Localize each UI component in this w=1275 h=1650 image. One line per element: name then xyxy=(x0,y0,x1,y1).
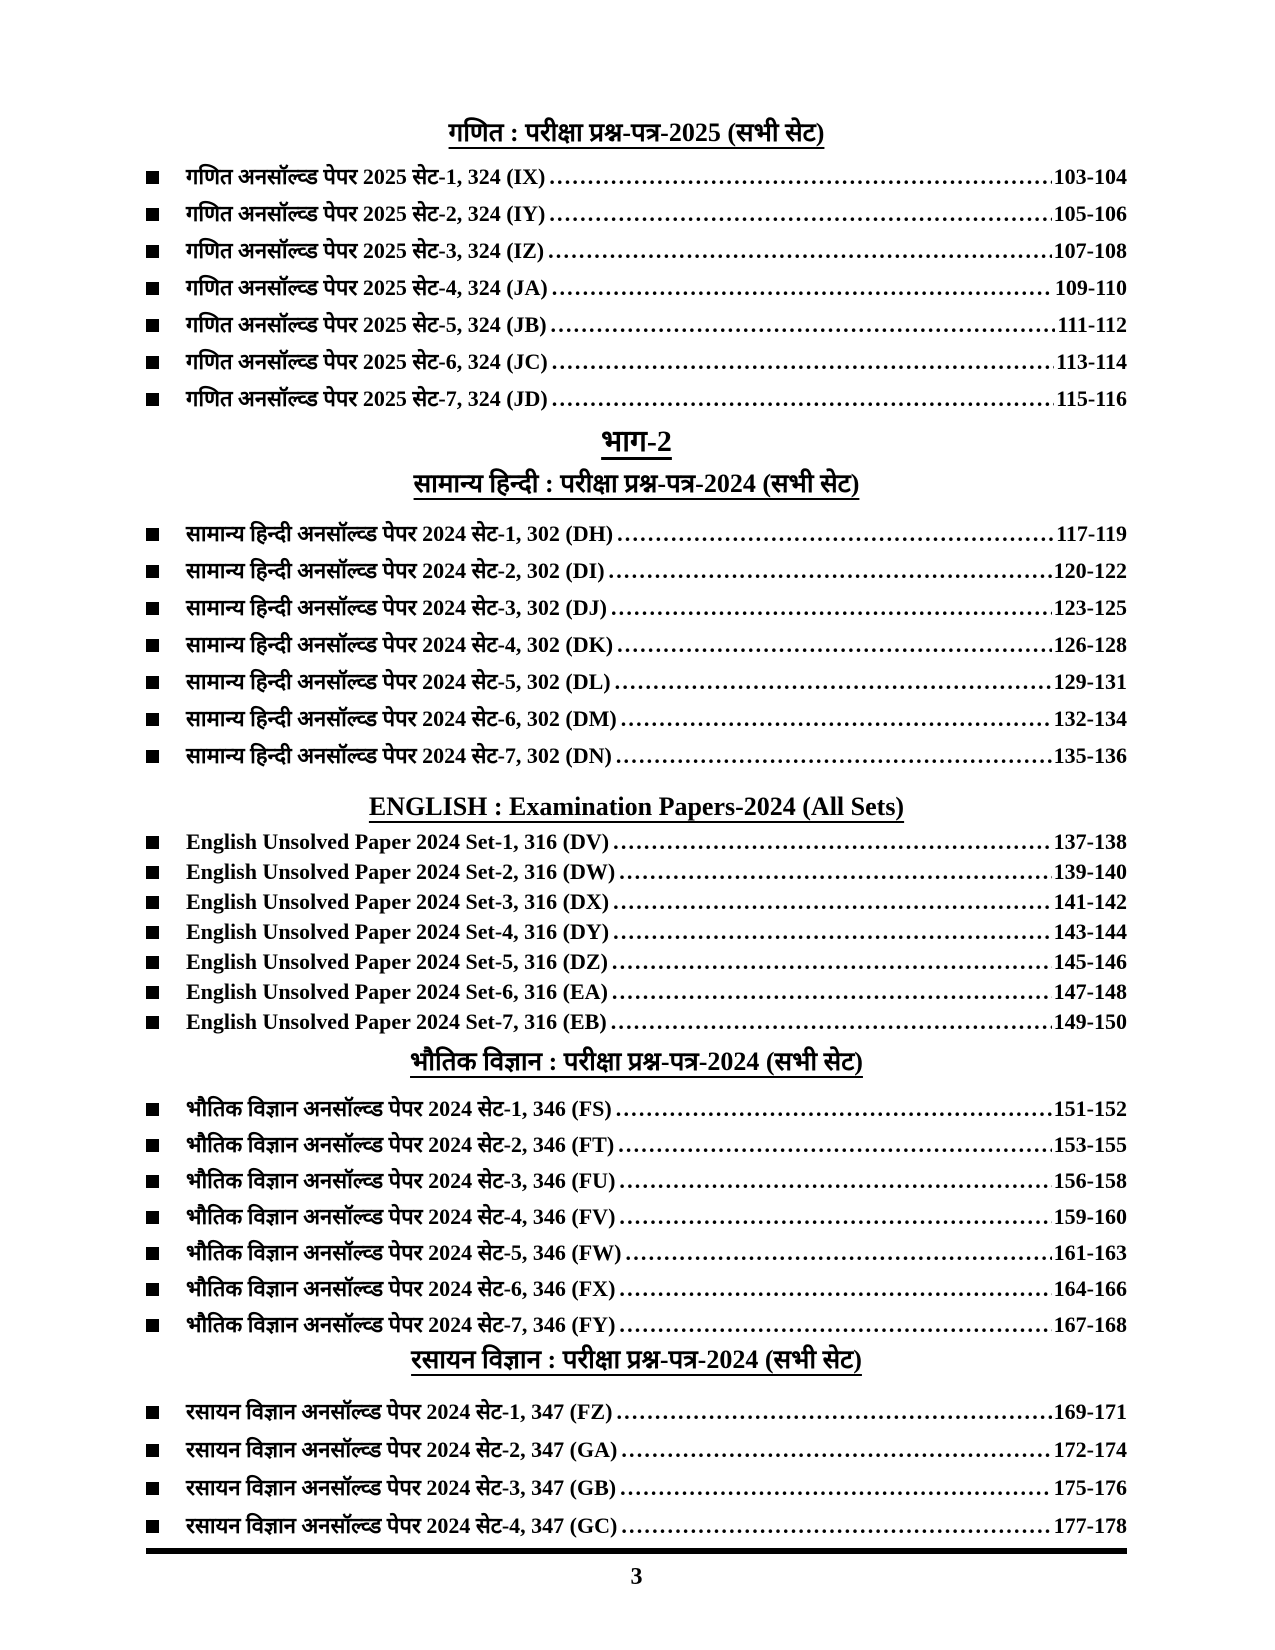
dotted-leader xyxy=(549,195,1051,232)
dotted-leader xyxy=(613,887,1052,917)
page-number: 3 xyxy=(630,1564,643,1590)
entry-page-range: 107-108 xyxy=(1053,238,1127,263)
bullet-square-icon xyxy=(146,1175,159,1188)
entry-page-range: 120-122 xyxy=(1053,558,1127,583)
entry-page-range: 129-131 xyxy=(1053,669,1127,694)
bullet-square-icon xyxy=(146,528,159,541)
toc-entry xyxy=(146,1199,1127,1235)
toc-entry xyxy=(146,700,1127,737)
dotted-leader xyxy=(616,1091,1052,1127)
entry-page-range: 167-168 xyxy=(1053,1312,1127,1337)
bullet-square-icon xyxy=(146,1211,159,1224)
dotted-leader xyxy=(613,917,1052,947)
toc-entry xyxy=(146,552,1127,589)
toc-entry xyxy=(146,1271,1127,1307)
entry-title: सामान्य हिन्दी अनसॉल्व्ड पेपर 2024 सेट-3, 302 (DJ) xyxy=(186,595,607,620)
toc-entry xyxy=(146,1235,1127,1271)
entry-title: सामान्य हिन्दी अनसॉल्व्ड पेपर 2024 सेट-7, 302 (DN) xyxy=(186,743,612,768)
bullet-square-icon xyxy=(146,1016,159,1029)
dotted-leader xyxy=(617,515,1054,552)
dotted-leader xyxy=(619,857,1051,887)
dotted-leader xyxy=(619,1163,1051,1199)
dotted-leader xyxy=(617,626,1052,663)
entry-title: गणित अनसॉल्व्ड पेपर 2025 सेट-7, 324 (JD) xyxy=(186,386,548,411)
footer-rule xyxy=(146,1548,1127,1554)
bullet-square-icon xyxy=(146,896,159,909)
toc-entry xyxy=(146,589,1127,626)
entry-page-range: 141-142 xyxy=(1053,889,1127,914)
entry-title: English Unsolved Paper 2024 Set-7, 316 (EB) xyxy=(186,1009,607,1034)
bullet-square-icon xyxy=(146,1482,159,1495)
toc-entry xyxy=(146,626,1127,663)
entry-page-range: 164-166 xyxy=(1053,1276,1127,1301)
bullet-square-icon xyxy=(146,866,159,879)
bullet-square-icon xyxy=(146,676,159,689)
entry-page-range: 151-152 xyxy=(1053,1096,1127,1121)
toc-entry xyxy=(146,1127,1127,1163)
entry-title: गणित अनसॉल्व्ड पेपर 2025 सेट-5, 324 (JB) xyxy=(186,312,547,337)
bullet-square-icon xyxy=(146,836,159,849)
section-heading: भौतिक विज्ञान : परीक्षा प्रश्न-पत्र-2024 (सभी सेट) xyxy=(410,1047,863,1076)
bullet-square-icon xyxy=(146,956,159,969)
section-entries xyxy=(146,515,1127,774)
entry-title: English Unsolved Paper 2024 Set-6, 316 (EA) xyxy=(186,979,608,1004)
dotted-leader xyxy=(616,737,1052,774)
bullet-square-icon xyxy=(146,639,159,652)
bullet-square-icon xyxy=(146,926,159,939)
entry-page-range: 115-116 xyxy=(1056,386,1127,411)
entry-page-range: 139-140 xyxy=(1053,859,1127,884)
dotted-leader xyxy=(549,158,1051,195)
bullet-square-icon xyxy=(146,393,159,406)
bullet-square-icon xyxy=(146,1444,159,1457)
toc-entry xyxy=(146,737,1127,774)
section-entries xyxy=(146,827,1127,1037)
entry-page-range: 153-155 xyxy=(1053,1132,1127,1157)
entry-page-range: 113-114 xyxy=(1056,349,1127,374)
entry-title: भौतिक विज्ञान अनसॉल्व्ड पेपर 2024 सेट-5, 346 (FW) xyxy=(186,1240,622,1265)
dotted-leader xyxy=(609,552,1052,589)
toc-section-mathematics xyxy=(146,116,1127,417)
dotted-leader xyxy=(552,380,1054,417)
dotted-leader xyxy=(619,1199,1051,1235)
dotted-leader xyxy=(611,1007,1052,1037)
toc-entry xyxy=(146,1007,1127,1037)
entry-page-range: 161-163 xyxy=(1053,1240,1127,1265)
bullet-square-icon xyxy=(146,1283,159,1296)
entry-title: भौतिक विज्ञान अनसॉल्व्ड पेपर 2024 सेट-2, 346 (FT) xyxy=(186,1132,615,1157)
entry-page-range: 123-125 xyxy=(1053,595,1127,620)
dotted-leader xyxy=(619,1271,1051,1307)
entry-page-range: 105-106 xyxy=(1053,201,1127,226)
bullet-square-icon xyxy=(146,986,159,999)
entry-title: रसायन विज्ञान अनसॉल्व्ड पेपर 2024 सेट-2, 347 (GA) xyxy=(186,1437,618,1462)
bullet-square-icon xyxy=(146,1319,159,1332)
bullet-square-icon xyxy=(146,245,159,258)
entry-title: गणित अनसॉल्व्ड पेपर 2025 सेट-4, 324 (JA) xyxy=(186,275,548,300)
entry-page-range: 143-144 xyxy=(1053,919,1127,944)
toc-entry xyxy=(146,1431,1127,1469)
toc-entry xyxy=(146,380,1127,417)
entry-page-range: 175-176 xyxy=(1053,1475,1127,1500)
bullet-square-icon xyxy=(146,282,159,295)
section-heading: गणित : परीक्षा प्रश्न-पत्र-2025 (सभी सेट) xyxy=(448,118,825,147)
toc-entry xyxy=(146,827,1127,857)
toc-entry xyxy=(146,515,1127,552)
dotted-leader xyxy=(615,663,1052,700)
toc-entry xyxy=(146,232,1127,269)
dotted-leader xyxy=(621,1431,1051,1469)
dotted-leader xyxy=(552,343,1054,380)
toc-entry xyxy=(146,1307,1127,1343)
entry-page-range: 177-178 xyxy=(1053,1513,1127,1538)
section-heading: रसायन विज्ञान : परीक्षा प्रश्न-पत्र-2024 (सभी सेट) xyxy=(411,1345,862,1374)
dotted-leader xyxy=(620,1469,1052,1507)
dotted-leader xyxy=(618,1127,1051,1163)
entry-title: रसायन विज्ञान अनसॉल्व्ड पेपर 2024 सेट-3, 347 (GB) xyxy=(186,1475,617,1500)
toc-section-chemistry xyxy=(146,1343,1127,1545)
bullet-square-icon xyxy=(146,602,159,615)
bullet-square-icon xyxy=(146,319,159,332)
entry-title: सामान्य हिन्दी अनसॉल्व्ड पेपर 2024 सेट-6, 302 (DM) xyxy=(186,706,617,731)
entry-page-range: 145-146 xyxy=(1053,949,1127,974)
toc-entry xyxy=(146,269,1127,306)
dotted-leader xyxy=(616,1393,1051,1431)
dotted-leader xyxy=(611,589,1052,626)
dotted-leader xyxy=(619,1307,1051,1343)
toc-entry xyxy=(146,977,1127,1007)
entry-title: English Unsolved Paper 2024 Set-5, 316 (DZ) xyxy=(186,949,608,974)
bullet-square-icon xyxy=(146,1103,159,1116)
section-heading: सामान्य हिन्दी : परीक्षा प्रश्न-पत्र-2024 (सभी सेट) xyxy=(413,469,860,498)
section-entries xyxy=(146,1393,1127,1545)
bullet-square-icon xyxy=(146,565,159,578)
toc-entry xyxy=(146,887,1127,917)
entry-title: भौतिक विज्ञान अनसॉल्व्ड पेपर 2024 सेट-4, 346 (FV) xyxy=(186,1204,616,1229)
entry-page-range: 172-174 xyxy=(1053,1437,1127,1462)
bullet-square-icon xyxy=(146,171,159,184)
entry-page-range: 156-158 xyxy=(1053,1168,1127,1193)
entry-title: भौतिक विज्ञान अनसॉल्व्ड पेपर 2024 सेट-3, 346 (FU) xyxy=(186,1168,616,1193)
toc-entry xyxy=(146,663,1127,700)
toc-entry xyxy=(146,306,1127,343)
section-entries xyxy=(146,158,1127,417)
bullet-square-icon xyxy=(146,713,159,726)
entry-page-range: 117-119 xyxy=(1056,521,1127,546)
toc-entry xyxy=(146,917,1127,947)
toc-entry xyxy=(146,1507,1127,1545)
entry-title: सामान्य हिन्दी अनसॉल्व्ड पेपर 2024 सेट-2, 302 (DI) xyxy=(186,558,605,583)
toc-entry xyxy=(146,1393,1127,1431)
dotted-leader xyxy=(552,269,1053,306)
entry-page-range: 103-104 xyxy=(1053,164,1127,189)
entry-title: सामान्य हिन्दी अनसॉल्व्ड पेपर 2024 सेट-1, 302 (DH) xyxy=(186,521,614,546)
dotted-leader xyxy=(551,306,1056,343)
bullet-square-icon xyxy=(146,750,159,763)
bullet-square-icon xyxy=(146,1520,159,1533)
entry-title: सामान्य हिन्दी अनसॉल्व्ड पेपर 2024 सेट-5, 302 (DL) xyxy=(186,669,611,694)
bullet-square-icon xyxy=(146,1139,159,1152)
entry-title: सामान्य हिन्दी अनसॉल्व्ड पेपर 2024 सेट-4, 302 (DK) xyxy=(186,632,614,657)
entry-page-range: 159-160 xyxy=(1053,1204,1127,1229)
entry-title: English Unsolved Paper 2024 Set-3, 316 (DX) xyxy=(186,889,610,914)
dotted-leader xyxy=(548,232,1052,269)
toc-entry xyxy=(146,1469,1127,1507)
entry-title: गणित अनसॉल्व्ड पेपर 2025 सेट-6, 324 (JC) xyxy=(186,349,548,374)
bullet-square-icon xyxy=(146,1406,159,1419)
entry-page-range: 149-150 xyxy=(1053,1009,1127,1034)
toc-section-english xyxy=(146,790,1127,1037)
entry-title: भौतिक विज्ञान अनसॉल्व्ड पेपर 2024 सेट-7, 346 (FY) xyxy=(186,1312,616,1337)
entry-title: भौतिक विज्ञान अनसॉल्व्ड पेपर 2024 सेट-1, 346 (FS) xyxy=(186,1096,612,1121)
bullet-square-icon xyxy=(146,356,159,369)
entry-title: रसायन विज्ञान अनसॉल्व्ड पेपर 2024 सेट-4, 347 (GC) xyxy=(186,1513,618,1538)
dotted-leader xyxy=(626,1235,1052,1271)
dotted-leader xyxy=(621,700,1052,737)
entry-page-range: 137-138 xyxy=(1053,829,1127,854)
entry-title: English Unsolved Paper 2024 Set-1, 316 (DV) xyxy=(186,829,610,854)
toc-section-physics xyxy=(146,1045,1127,1343)
entry-title: English Unsolved Paper 2024 Set-4, 316 (DY) xyxy=(186,919,610,944)
entry-page-range: 126-128 xyxy=(1053,632,1127,657)
toc-blocks xyxy=(146,116,1127,1545)
dotted-leader xyxy=(613,827,1052,857)
toc-entry xyxy=(146,1091,1127,1127)
toc-entry xyxy=(146,1163,1127,1199)
entry-title: गणित अनसॉल्व्ड पेपर 2025 सेट-1, 324 (IX) xyxy=(186,164,546,189)
bullet-square-icon xyxy=(146,208,159,221)
toc-section-general-hindi xyxy=(146,467,1127,774)
entry-page-range: 111-112 xyxy=(1057,312,1127,337)
entry-title: रसायन विज्ञान अनसॉल्व्ड पेपर 2024 सेट-1, 347 (FZ) xyxy=(186,1399,613,1424)
dotted-leader xyxy=(621,1507,1051,1545)
bullet-square-icon xyxy=(146,1247,159,1260)
entry-page-range: 169-171 xyxy=(1053,1399,1127,1424)
entry-title: गणित अनसॉल्व्ड पेपर 2025 सेट-2, 324 (IY) xyxy=(186,201,546,226)
entry-title: English Unsolved Paper 2024 Set-2, 316 (DW) xyxy=(186,859,616,884)
entry-page-range: 135-136 xyxy=(1053,743,1127,768)
section-heading: ENGLISH : Examination Papers-2024 (All Sets) xyxy=(368,792,905,821)
toc-entry xyxy=(146,857,1127,887)
toc-entry xyxy=(146,158,1127,195)
toc-entry xyxy=(146,195,1127,232)
dotted-leader xyxy=(612,977,1052,1007)
toc-entry xyxy=(146,343,1127,380)
toc-entry xyxy=(146,947,1127,977)
part-divider: भाग-2 xyxy=(601,425,672,458)
entry-page-range: 132-134 xyxy=(1053,706,1127,731)
section-entries xyxy=(146,1091,1127,1343)
entry-title: भौतिक विज्ञान अनसॉल्व्ड पेपर 2024 सेट-6, 346 (FX) xyxy=(186,1276,616,1301)
entry-page-range: 147-148 xyxy=(1053,979,1127,1004)
dotted-leader xyxy=(612,947,1052,977)
entry-title: गणित अनसॉल्व्ड पेपर 2025 सेट-3, 324 (IZ) xyxy=(186,238,545,263)
entry-page-range: 109-110 xyxy=(1054,275,1127,300)
